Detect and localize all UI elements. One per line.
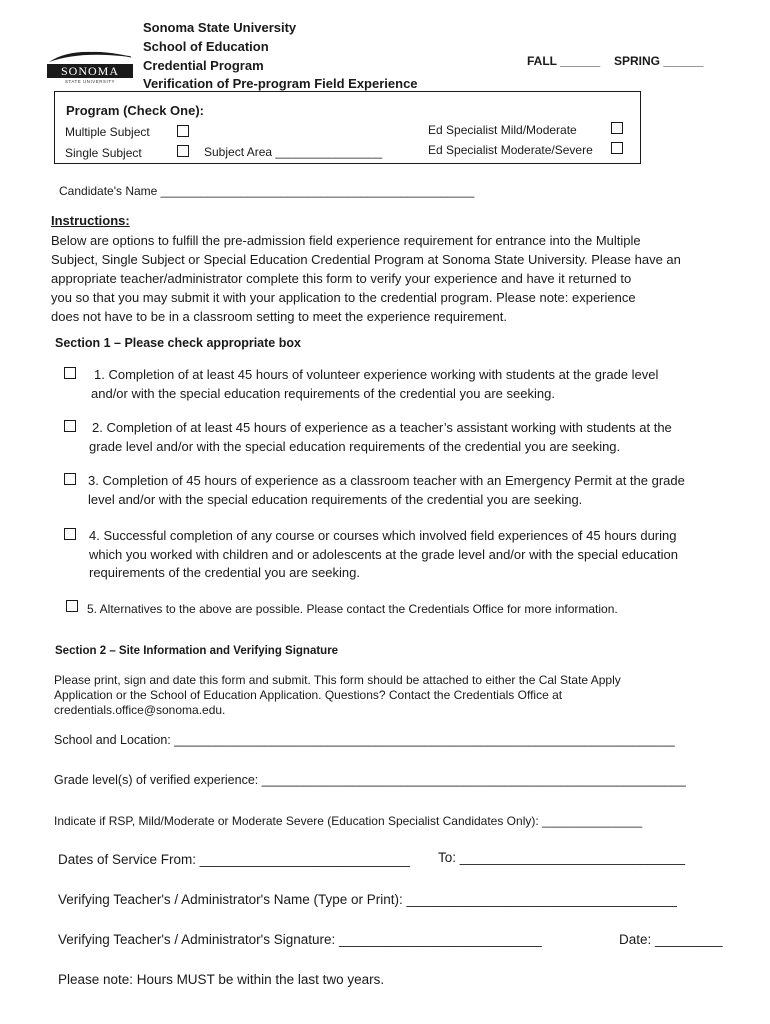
option3-line: 3. Completion of 45 hours of experience as a classroom teacher with an Emergency Permit at the grade xyxy=(88,473,685,488)
option2-line: 2. Completion of at least 45 hours of experience as a teacher’s assistant working with students at the xyxy=(92,420,672,435)
signature-date-field[interactable]: Date: _________ xyxy=(619,932,723,947)
option4-text xyxy=(89,527,678,583)
dates-to-field[interactable]: To: ______________________________ xyxy=(438,850,686,865)
school-location-field[interactable]: School and Location: ________________________________________________________________________ xyxy=(54,733,675,747)
instructions-line: Below are options to fulfill the pre-admission field experience requirement for entrance into the Multiple xyxy=(51,233,641,248)
rsp-indicator-field[interactable]: Indicate if RSP, Mild/Moderate or Moderate Severe (Education Specialist Candidates Only): _______________ xyxy=(54,814,643,828)
instructions-line: appropriate teacher/administrator complete this form to verify your experience and have it returned to xyxy=(51,271,632,286)
verifier-signature-field[interactable]: Verifying Teacher's / Administrator's Signature: ___________________________ xyxy=(58,932,542,947)
section2-intro-line: credentials.office@sonoma.edu. xyxy=(54,703,226,717)
subject-area-field[interactable]: Subject Area ________________ xyxy=(204,145,383,159)
section2-intro-line: Application or the School of Education Application. Questions? Contact the Credentials Office at xyxy=(54,688,563,702)
section2-intro-line: Please print, sign and date this form and submit. This form should be attached to either the Cal State Apply xyxy=(54,673,621,687)
candidate-name-field[interactable]: Candidate's Name _______________________________________________ xyxy=(59,184,475,198)
dates-from-field[interactable]: Dates of Service From: ____________________________ xyxy=(58,852,411,867)
program-box-title: Program (Check One): xyxy=(66,103,204,118)
instructions-heading: Instructions: xyxy=(51,213,130,228)
ed-specialist-mild-label: Ed Specialist Mild/Moderate xyxy=(428,123,577,137)
multiple-subject-checkbox[interactable] xyxy=(177,125,189,137)
option4-line: 4. Successful completion of any course or courses which involved field experiences of 45 hours during xyxy=(89,528,677,543)
sonoma-state-logo xyxy=(47,48,133,88)
logo-swoosh-icon xyxy=(47,48,133,64)
single-subject-checkbox[interactable] xyxy=(177,145,189,157)
ed-specialist-severe-label: Ed Specialist Moderate/Severe xyxy=(428,143,593,157)
school-name: School of Education xyxy=(143,39,269,54)
multiple-subject-label: Multiple Subject xyxy=(65,125,150,139)
logo-wordmark: SONOMA xyxy=(47,64,133,78)
single-subject-label: Single Subject xyxy=(65,146,142,160)
option4-line: requirements of the credential you are seeking. xyxy=(89,565,360,580)
option5-text: 5. Alternatives to the above are possible. Please contact the Credentials Office for more information. xyxy=(87,602,618,616)
option2-text xyxy=(89,419,672,456)
section1-heading: Section 1 – Please check appropriate box xyxy=(55,336,301,350)
fall-term-field[interactable]: FALL ______ xyxy=(527,54,601,68)
section2-intro xyxy=(54,673,621,718)
form-title: Verification of Pre-program Field Experience xyxy=(143,76,418,91)
logo-subtitle: STATE UNIVERSITY xyxy=(64,79,116,84)
instructions-text xyxy=(51,231,716,326)
option1-line: 1. Completion of at least 45 hours of volunteer experience working with students at the grade level xyxy=(94,367,659,382)
option2-checkbox[interactable] xyxy=(64,420,76,432)
option2-line: grade level and/or with the special education requirements of the credential you are seeking. xyxy=(89,438,621,454)
grade-levels-field[interactable]: Grade level(s) of verified experience: _____________________________________________________________ xyxy=(54,773,686,787)
program-name: Credential Program xyxy=(143,58,264,73)
option4-checkbox[interactable] xyxy=(64,528,76,540)
instructions-line: Subject, Single Subject or Special Education Credential Program at Sonoma State University. Please have an xyxy=(51,252,681,267)
section2-heading: Section 2 – Site Information and Verifying Signature xyxy=(55,645,339,657)
university-name: Sonoma State University xyxy=(143,20,297,35)
verifier-name-field[interactable]: Verifying Teacher's / Administrator's Name (Type or Print): ____________________________________ xyxy=(58,892,677,907)
option1-checkbox[interactable] xyxy=(64,367,76,379)
hours-note: Please note: Hours MUST be within the last two years. xyxy=(58,972,385,987)
instructions-line: does not have to be in a classroom setting to meet the experience requirement. xyxy=(51,309,507,324)
option3-checkbox[interactable] xyxy=(64,473,76,485)
option3-line: level and/or with the special education requirements of the credential you are seeking. xyxy=(88,491,583,507)
spring-term-field[interactable]: SPRING ______ xyxy=(614,54,704,68)
option1-text xyxy=(91,366,658,403)
option4-line: which you worked with children and or adolescents at the grade level and/or with the special education xyxy=(89,546,678,562)
instructions-line: you so that you may submit it with your application to the credential program. Please note: experience xyxy=(51,290,636,305)
option3-text xyxy=(88,472,685,509)
ed-specialist-severe-checkbox[interactable] xyxy=(611,142,623,154)
option1-line: and/or with the special education requirements of the credential you are seeking. xyxy=(91,385,555,401)
ed-specialist-mild-checkbox[interactable] xyxy=(611,122,623,134)
option5-checkbox[interactable] xyxy=(66,600,78,612)
